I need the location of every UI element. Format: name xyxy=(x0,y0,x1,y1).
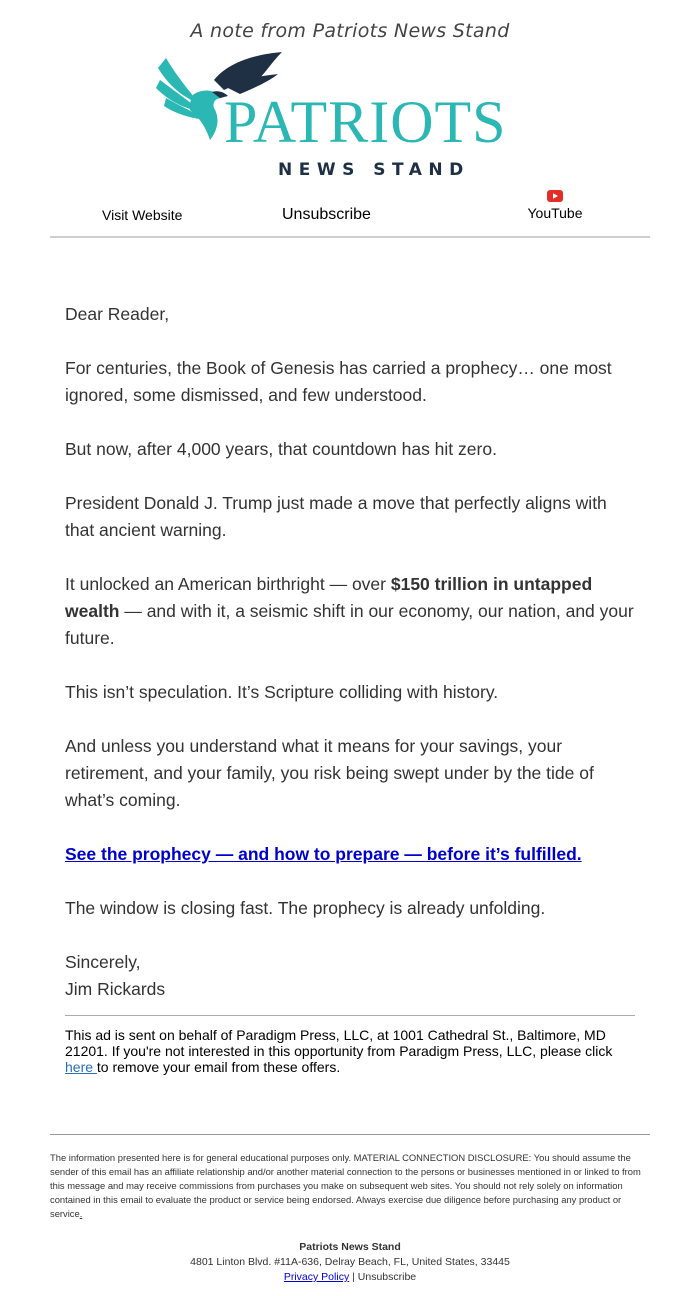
letter-body xyxy=(65,301,635,1003)
unsubscribe-link[interactable]: Unsubscribe xyxy=(282,206,371,223)
privacy-policy-link[interactable]: Privacy Policy xyxy=(283,1271,350,1283)
ad-text-start: This ad is sent on behalf of Paradigm Press, LLC, at 1001 Cathedral St., Baltimore, MD 21201. If you're not interested in this opportunity from Paradigm Press, LLC, please click xyxy=(65,1027,613,1059)
logo-subtitle: NEWS STAND xyxy=(278,160,470,180)
greeting: Dear Reader, xyxy=(65,304,170,324)
closing: Sincerely, xyxy=(65,952,141,972)
paragraph-trump-move: President Donald J. Trump just made a move that perfectly aligns with that ancient warning. xyxy=(65,493,607,540)
disclaimer-text: The information presented here is for general educational purposes only. MATERIAL CONNECTION DISCLOSURE: You should assume the sender of this email has an affiliate relationship and/or another material connection to the persons or businesses mentioned in or linked to from this message and may receive commissions from purchases you make on subsequent web sites. You should not rely solely on information contained in this email to evaluate the product or service being endorsed. Always exercise due diligence before purchasing any product or service xyxy=(50,1152,641,1219)
youtube-icon xyxy=(547,190,563,202)
footer-street-address: 4801 Linton Blvd. #11A-636, Delray Beach, FL, United States, 33445 xyxy=(190,1256,510,1268)
cta-paragraph xyxy=(65,841,635,868)
header-note: A note from Patriots News Stand xyxy=(190,20,510,42)
footer-divider xyxy=(50,1134,650,1135)
paragraph-speculation: This isn’t speculation. It’s Scripture colliding with history. xyxy=(65,682,499,702)
paragraph-window: The window is closing fast. The prophecy is already unfolding. xyxy=(65,898,546,918)
logo-wordmark: PATRIOTS xyxy=(224,89,507,155)
top-nav xyxy=(50,188,650,236)
footer-address xyxy=(0,1240,700,1285)
paragraph-warning: And unless you understand what it means for your savings, your retirement, and your family, you risk being swept under by the tide of what’s coming. xyxy=(65,736,594,810)
birthright-text-end: — and with it, a seismic shift in our economy, our nation, and your future. xyxy=(65,601,634,648)
patriots-news-stand-logo xyxy=(150,48,550,183)
youtube-label: YouTube xyxy=(527,205,583,221)
birthright-bold: $150 trillion in untapped wealth xyxy=(65,574,593,621)
footer-brand: Patriots News Stand xyxy=(299,1241,401,1253)
remove-email-link[interactable]: here xyxy=(65,1059,97,1075)
paragraph-countdown: But now, after 4,000 years, that countdown has hit zero. xyxy=(65,439,497,459)
visit-website-link[interactable]: Visit Website xyxy=(102,207,183,223)
signature: Jim Rickards xyxy=(65,979,166,999)
paragraph-prophecy: For centuries, the Book of Genesis has carried a prophecy… one most ignored, some dismissed, and few understood. xyxy=(65,358,612,405)
header-divider xyxy=(50,236,650,238)
birthright-text-start: It unlocked an American birthright — over xyxy=(65,574,391,594)
disclaimer xyxy=(50,1151,650,1221)
footer-unsubscribe-link[interactable]: Unsubscribe xyxy=(357,1271,417,1283)
paragraph-birthright xyxy=(65,571,635,652)
ad-divider xyxy=(65,1015,635,1016)
disclaimer-link[interactable]: . xyxy=(79,1208,83,1219)
ad-text-end: to remove your email from these offers. xyxy=(96,1059,341,1075)
footer-separator: | xyxy=(349,1271,358,1283)
see-prophecy-link[interactable]: See the prophecy — and how to prepare — before it’s fulfilled. xyxy=(65,844,582,864)
youtube-link[interactable] xyxy=(527,190,583,221)
sign-off xyxy=(65,949,635,1003)
footer-links xyxy=(0,1270,700,1285)
ad-notice xyxy=(65,1027,640,1075)
